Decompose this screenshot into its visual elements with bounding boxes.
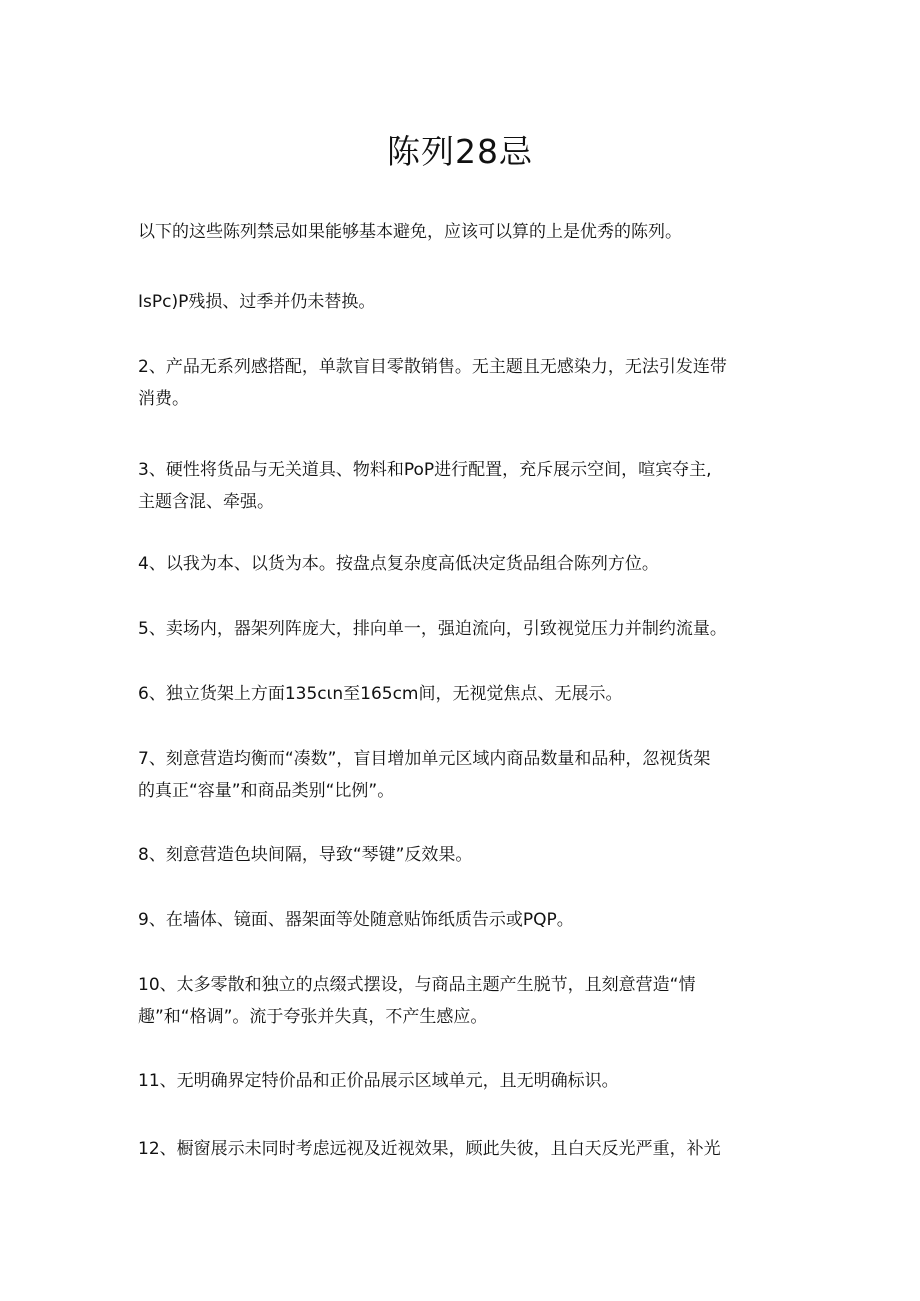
rule-line: 3、硬性将货品与无关道具、物料和PoP进行配置，充斥展示空间，喧宾夺主, [138, 460, 712, 480]
rule-line: 的真正“容量”和商品类别“比例”。 [138, 781, 395, 801]
rule-line: 2、产品无系列感搭配，单款盲目零散销售。无主题且无感染力，无法引发连带 [138, 357, 727, 377]
rule-line: 9、在墙体、镜面、器架面等处随意贴饰纸质告示或PQP。 [138, 910, 574, 930]
rule-line: 8、刻意营造色块间隔，导致“琴键”反效果。 [138, 845, 473, 865]
rule-item-2 [138, 351, 783, 415]
rule-item-7 [138, 743, 783, 807]
rule-item-10 [138, 969, 783, 1033]
rule-line: 6、独立货架上方面135cιn至165cm间，无视觉焦点、无展示。 [138, 684, 623, 704]
rule-line: 11、无明确界定特价品和正价品展示区域单元，且无明确标识。 [138, 1071, 619, 1091]
rule-line: 5、卖场内，器架列阵庞大，排向单一，强迫流向，引致视觉压力并制约流量。 [138, 619, 727, 639]
page-title: 陈列28忌 [387, 132, 533, 171]
rule-line: 10、太多零散和独立的点缀式摆设，与商品主题产生脱节，且刻意营造“情 [138, 975, 696, 995]
rule-line: 消费。 [138, 389, 189, 409]
rule-item-4 [138, 548, 783, 580]
rule-item-9 [138, 904, 783, 936]
rule-line: 7、刻意营造均衡而“凑数”，盲目增加单元区域内商品数量和品种，忽视货架 [138, 749, 711, 769]
intro-paragraph [138, 216, 783, 248]
intro-line: 以下的这些陈列禁忌如果能够基本避免，应该可以算的上是优秀的陈列。 [138, 222, 682, 242]
rule-line: 12、橱窗展示未同时考虑远视及近视效果，顾此失彼，且白天反光严重，补光 [138, 1139, 721, 1159]
rule-item-12 [138, 1133, 783, 1165]
rule-line: 趣”和“格调”。流于夸张并失真，不产生感应。 [138, 1007, 488, 1027]
rule-item-1 [138, 286, 783, 318]
rule-item-6 [138, 678, 783, 710]
rule-line: 4、以我为本、以货为本。按盘点复杂度高低决定货品组合陈列方位。 [138, 554, 659, 574]
rule-item-3 [138, 454, 783, 518]
rule-line: IsPc)P残损、过季并仍未替换。 [138, 292, 376, 312]
rule-item-11 [138, 1065, 783, 1097]
rule-item-8 [138, 839, 783, 871]
rule-item-5 [138, 613, 783, 645]
rule-line: 主题含混、牵强。 [138, 492, 274, 512]
